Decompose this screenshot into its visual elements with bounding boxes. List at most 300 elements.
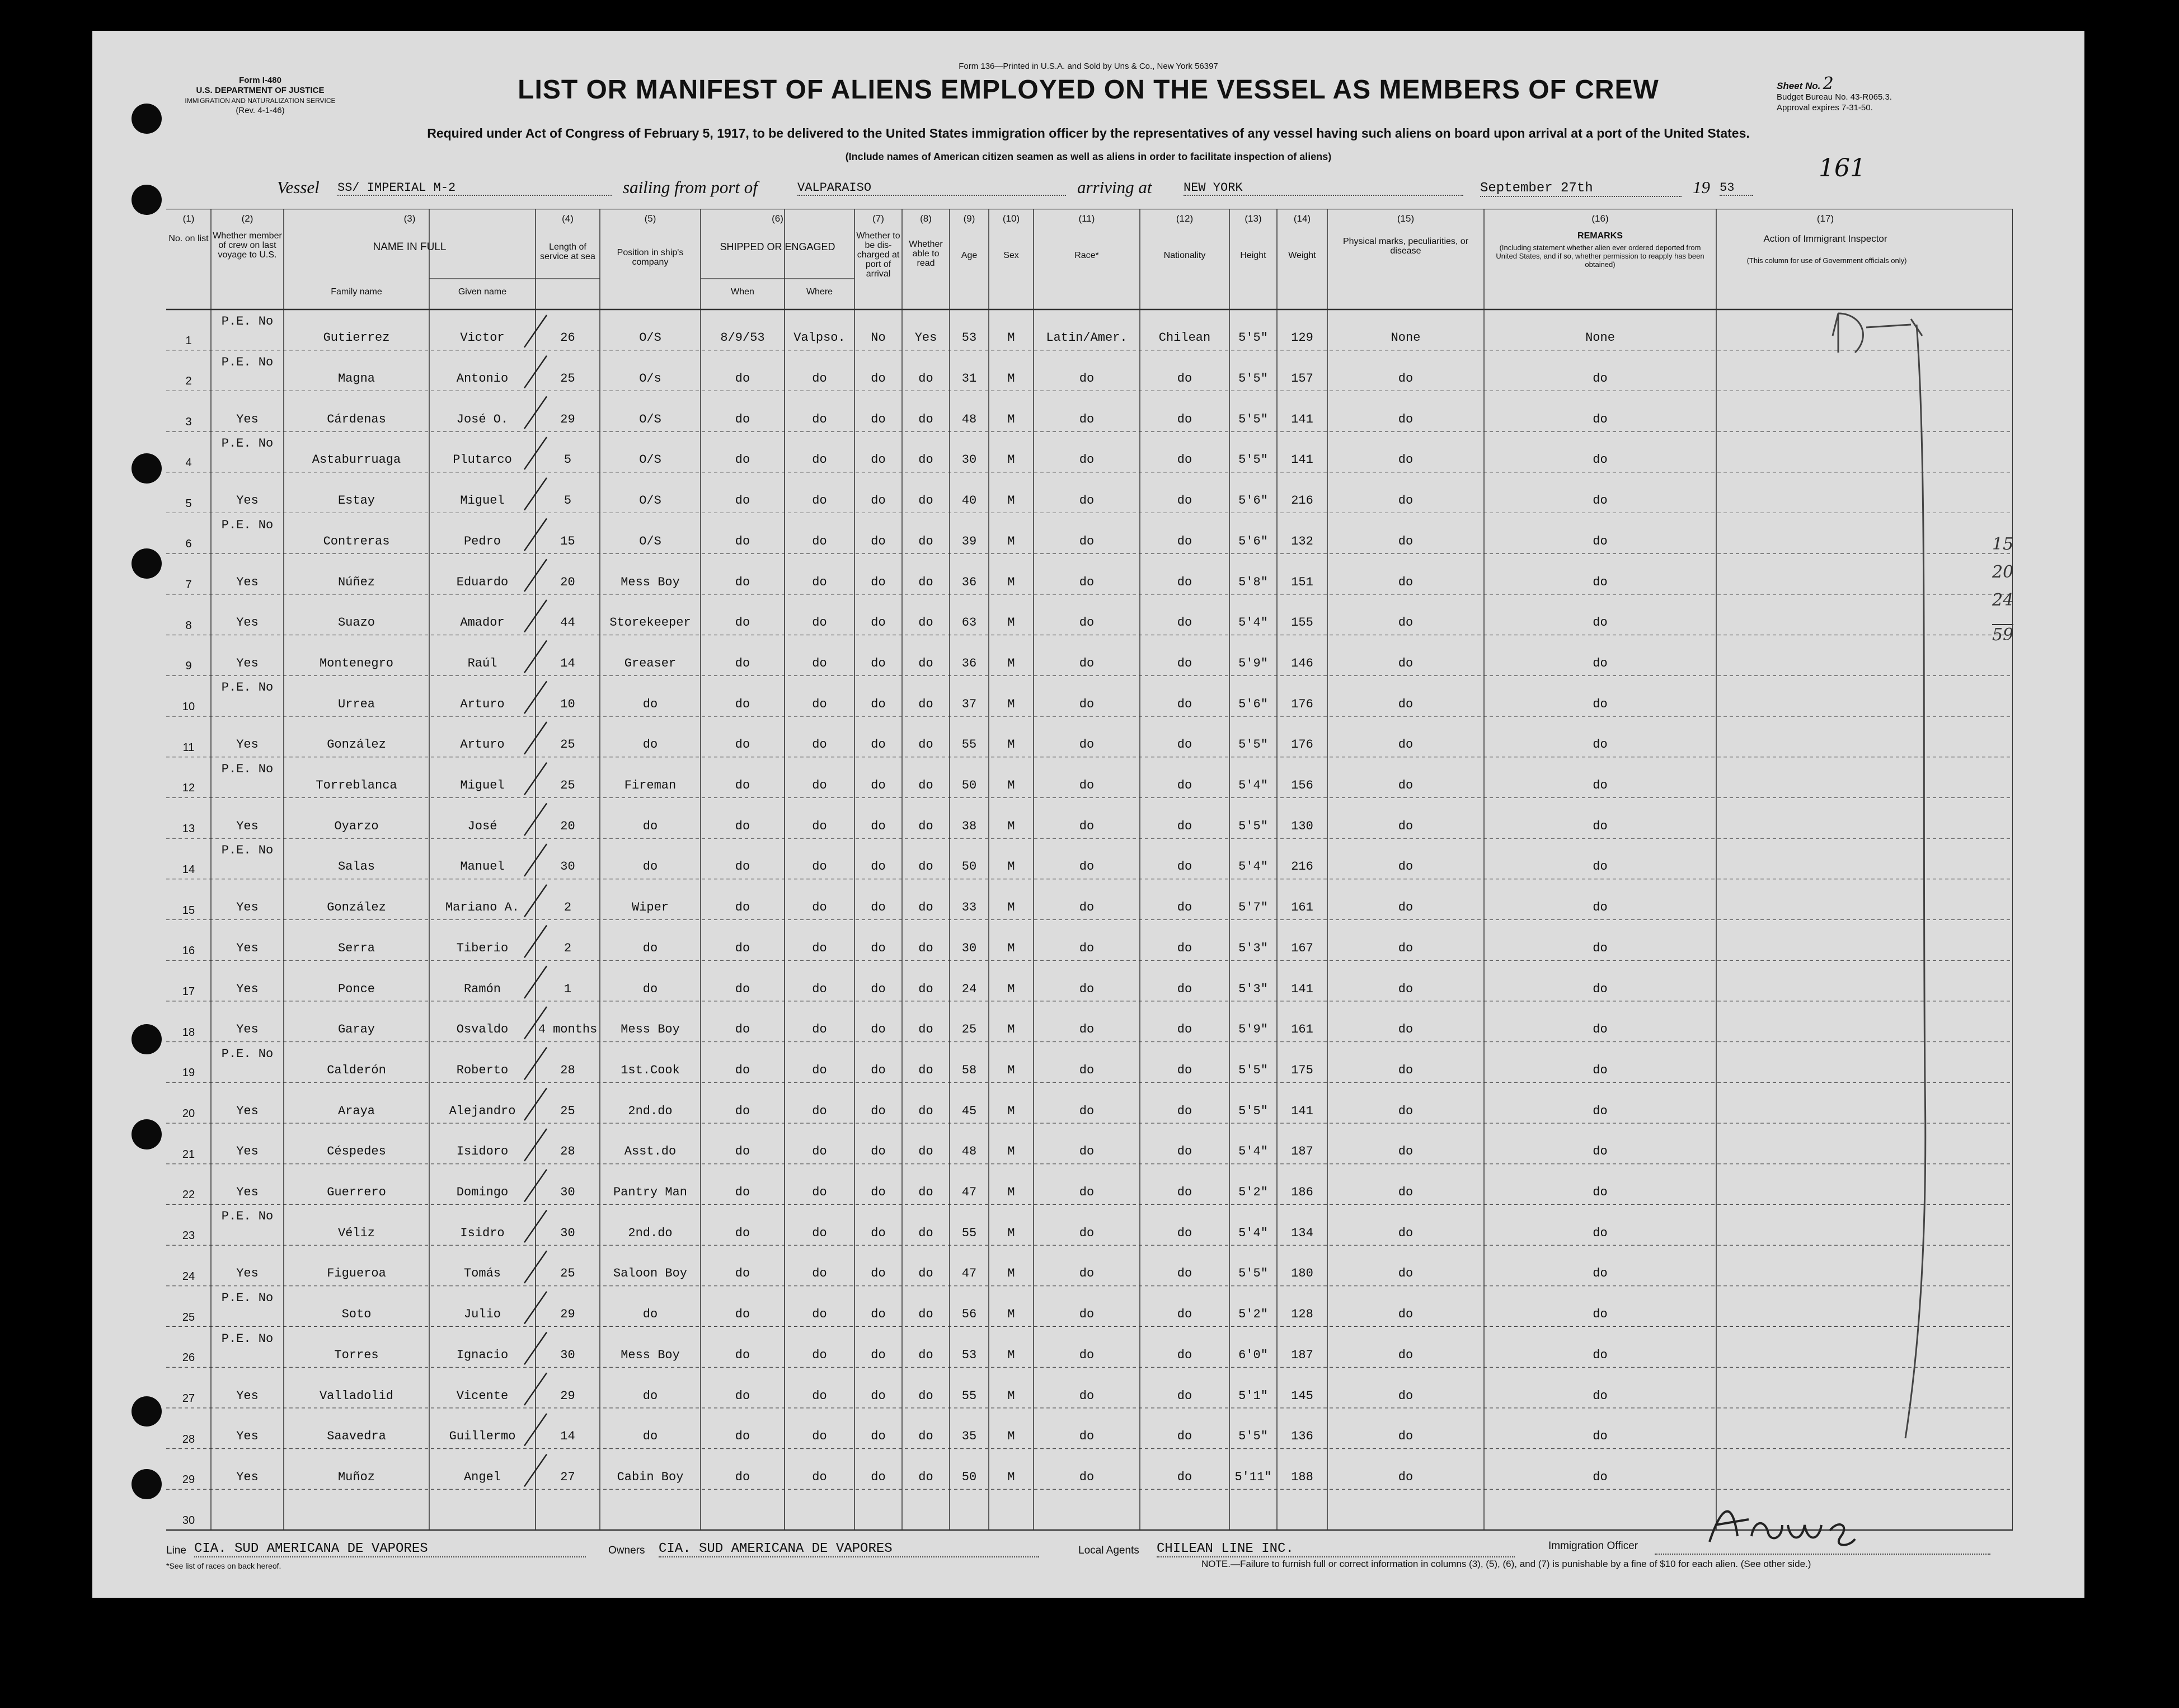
cell-read: do	[918, 778, 933, 793]
cell-discharged: do	[871, 494, 886, 508]
cell-race: do	[1079, 1144, 1095, 1159]
cell-where: do	[812, 1307, 827, 1322]
port-label: sailing from port of	[623, 177, 758, 197]
cell-weight: 175	[1291, 1063, 1313, 1077]
fine-note: NOTE.—Failure to furnish full or correct information in columns (3), (5), (6), and (7) is punishable by a fine of $10 for each alien. (See other side.)	[1201, 1559, 1811, 1569]
cell-position: do	[642, 819, 658, 833]
binder-hole	[132, 453, 162, 484]
cell-marks: do	[1398, 982, 1413, 996]
cell-crew: P.E. No	[221, 681, 274, 695]
cell-weight: 128	[1291, 1307, 1313, 1322]
cell-given: Amador	[460, 616, 505, 630]
column-number: (1)	[182, 213, 195, 224]
cell-height: 5'8"	[1238, 575, 1268, 589]
cell-marks: do	[1398, 941, 1413, 955]
cell-nationality: do	[1177, 941, 1192, 955]
column-number: (17)	[1816, 213, 1834, 224]
cell-remarks: do	[1593, 1348, 1608, 1362]
column-number: (4)	[562, 213, 574, 224]
col-header-inspector-action: Action of Immigrant Inspector	[1763, 233, 1887, 244]
cell-sex: M	[1007, 1388, 1015, 1403]
column-number: (11)	[1078, 213, 1095, 224]
cell-remarks: do	[1593, 1144, 1608, 1159]
owners-value: CIA. SUD AMERICANA DE VAPORES	[659, 1541, 1039, 1557]
cell-service: 10	[560, 697, 575, 711]
cell-sex: M	[1007, 534, 1015, 548]
cell-weight: 132	[1291, 534, 1313, 548]
cell-given: Angel	[463, 1470, 501, 1484]
cell-family: Suazo	[337, 616, 375, 630]
cell-read: do	[918, 616, 933, 630]
cell-height: 5'4"	[1238, 1144, 1268, 1159]
cell-marks: do	[1398, 778, 1413, 793]
cell-when: do	[735, 1144, 750, 1159]
cell-family: Céspedes	[327, 1144, 386, 1159]
cell-read: do	[918, 697, 933, 711]
cell-remarks: do	[1593, 575, 1608, 589]
cell-nationality: do	[1177, 1348, 1192, 1362]
cell-crew: Yes	[236, 1104, 259, 1118]
cell-height: 6'0"	[1238, 1348, 1268, 1362]
cell-when: do	[735, 1104, 750, 1118]
col-header-given-name: Given name	[458, 287, 507, 297]
cell-position: do	[642, 1388, 658, 1403]
cell-discharged: do	[871, 1144, 886, 1159]
cell-sex: M	[1007, 1470, 1015, 1484]
cell-where: do	[812, 1022, 827, 1037]
cell-sex: M	[1007, 453, 1015, 467]
cell-height: 5'11"	[1234, 1470, 1272, 1484]
cell-crew: Yes	[236, 616, 259, 630]
cell-height: 5'5"	[1238, 453, 1268, 467]
cell-age: 55	[961, 1226, 977, 1240]
cell-weight: 187	[1291, 1144, 1313, 1159]
cell-where: do	[812, 1348, 827, 1362]
cell-where: do	[812, 1226, 827, 1240]
cell-position: Storekeeper	[609, 616, 691, 630]
cell-nationality: do	[1177, 1144, 1192, 1159]
row-number: 4	[185, 456, 192, 469]
cell-family: Guerrero	[327, 1185, 386, 1200]
races-note: *See list of races on back hereof.	[166, 1561, 281, 1570]
cell-weight: 136	[1291, 1429, 1313, 1444]
cell-family: Urrea	[337, 697, 375, 711]
cell-nationality: do	[1177, 697, 1192, 711]
cell-position: do	[642, 860, 658, 874]
cell-marks: do	[1398, 819, 1413, 833]
department: U.S. DEPARTMENT OF JUSTICE	[196, 86, 325, 95]
cell-marks: do	[1398, 1185, 1413, 1200]
cell-nationality: do	[1177, 819, 1192, 833]
cell-weight: 130	[1291, 819, 1313, 833]
cell-height: 5'5"	[1238, 819, 1268, 833]
binder-hole	[132, 1024, 162, 1054]
cell-race: do	[1079, 1307, 1095, 1322]
cell-position: Cabin Boy	[617, 1470, 684, 1484]
cell-position: O/S	[639, 494, 661, 508]
column-number: (7)	[872, 213, 884, 224]
cell-where: Valpso.	[793, 331, 846, 345]
col-header-sex: Sex	[1003, 251, 1019, 260]
cell-service: 25	[560, 738, 575, 752]
cell-given: Arturo	[460, 697, 505, 711]
cell-marks: do	[1398, 656, 1413, 670]
vessel-name: SS/ IMPERIAL M-2	[337, 181, 612, 196]
cell-sex: M	[1007, 494, 1015, 508]
cell-age: 55	[961, 1388, 977, 1403]
cell-family: González	[327, 738, 386, 752]
cell-service: 25	[560, 1104, 575, 1118]
cell-position: O/S	[639, 412, 661, 426]
cell-remarks: do	[1593, 372, 1608, 386]
binder-hole	[132, 1396, 162, 1427]
cell-race: do	[1079, 819, 1095, 833]
cell-nationality: do	[1177, 412, 1192, 426]
cell-service: 29	[560, 1307, 575, 1322]
cell-nationality: do	[1177, 1307, 1192, 1322]
cell-family: Calderón	[327, 1063, 386, 1077]
cell-where: do	[812, 900, 827, 915]
cell-age: 33	[961, 900, 977, 915]
cell-marks: do	[1398, 616, 1413, 630]
cell-height: 5'2"	[1238, 1307, 1268, 1322]
cell-remarks: do	[1593, 819, 1608, 833]
cell-given: Vicente	[456, 1388, 509, 1403]
cell-weight: 161	[1291, 1022, 1313, 1037]
cell-remarks: do	[1593, 900, 1608, 915]
cell-nationality: do	[1177, 1104, 1192, 1118]
column-number: (5)	[644, 213, 656, 224]
cell-where: do	[812, 941, 827, 955]
cell-race: do	[1079, 412, 1095, 426]
cell-read: do	[918, 982, 933, 996]
cell-age: 47	[961, 1185, 977, 1200]
cell-race: do	[1079, 941, 1095, 955]
cell-nationality: do	[1177, 1470, 1192, 1484]
cell-family: Saavedra	[327, 1429, 386, 1444]
officer-label: Immigration Officer	[1548, 1540, 1638, 1552]
cell-weight: 141	[1291, 982, 1313, 996]
cell-when: do	[735, 575, 750, 589]
owners-label: Owners	[608, 1545, 645, 1556]
cell-crew: Yes	[236, 575, 259, 589]
cell-read: do	[918, 534, 933, 548]
cell-age: 53	[961, 1348, 977, 1362]
cell-nationality: do	[1177, 453, 1192, 467]
cell-marks: do	[1398, 738, 1413, 752]
cell-remarks: do	[1593, 1266, 1608, 1281]
cell-discharged: do	[871, 1348, 886, 1362]
cell-crew: Yes	[236, 1144, 259, 1159]
cell-position: Pantry Man	[613, 1185, 688, 1200]
sheet-info	[1777, 74, 1892, 113]
cell-read: do	[918, 575, 933, 589]
cell-when: do	[735, 372, 750, 386]
cell-position: Mess Boy	[621, 1348, 680, 1362]
cell-read: do	[918, 1348, 933, 1362]
cell-family: Serra	[337, 941, 375, 955]
cell-marks: do	[1398, 1144, 1413, 1159]
col-header-number: No. on list	[168, 234, 209, 243]
cell-where: do	[812, 616, 827, 630]
cell-given: Julio	[463, 1307, 501, 1322]
cell-crew: Yes	[236, 1022, 259, 1037]
col-header-discharged: Whether to be dis-charged at port of arrival	[856, 231, 900, 279]
cell-read: do	[918, 1144, 933, 1159]
cell-height: 5'1"	[1238, 1388, 1268, 1403]
cell-discharged: do	[871, 778, 886, 793]
cell-given: Guillermo	[449, 1429, 516, 1444]
cell-read: do	[918, 900, 933, 915]
cell-height: 5'3"	[1238, 941, 1268, 955]
col-header-when: When	[731, 287, 754, 297]
cell-marks: do	[1398, 860, 1413, 874]
cell-position: Saloon Boy	[613, 1266, 688, 1281]
cell-discharged: do	[871, 1104, 886, 1118]
service: IMMIGRATION AND NATURALIZATION SERVICE	[185, 97, 336, 105]
cell-given: José O.	[456, 412, 509, 426]
cell-discharged: do	[871, 616, 886, 630]
cell-height: 5'4"	[1238, 860, 1268, 874]
cell-when: do	[735, 534, 750, 548]
cell-height: 5'6"	[1238, 534, 1268, 548]
cell-remarks: do	[1593, 1429, 1608, 1444]
cell-race: do	[1079, 1470, 1095, 1484]
cell-age: 36	[961, 575, 977, 589]
cell-crew: Yes	[236, 1185, 259, 1200]
cell-discharged: No	[871, 331, 886, 345]
cell-race: do	[1079, 453, 1095, 467]
cell-where: do	[812, 819, 827, 833]
cell-age: 47	[961, 1266, 977, 1281]
cell-crew: P.E. No	[221, 1209, 274, 1224]
cell-service: 2	[563, 900, 572, 915]
row-number: 15	[182, 904, 195, 917]
cell-age: 63	[961, 616, 977, 630]
column-number: (16)	[1591, 213, 1609, 224]
cell-service: 30	[560, 1348, 575, 1362]
cell-when: do	[735, 860, 750, 874]
cell-service: 1	[563, 982, 572, 996]
row-number: 10	[182, 701, 195, 713]
row-number: 8	[185, 619, 192, 632]
arriving-value: NEW YORK	[1184, 181, 1463, 196]
cell-discharged: do	[871, 819, 886, 833]
cell-service: 25	[560, 778, 575, 793]
cell-where: do	[812, 1185, 827, 1200]
cell-family: Magna	[337, 372, 375, 386]
cell-given: Tiberio	[456, 941, 509, 955]
cell-service: 14	[560, 656, 575, 670]
cell-crew: P.E. No	[221, 1331, 274, 1346]
cell-nationality: do	[1177, 900, 1192, 915]
col-header-position: Position in ship's company	[617, 248, 684, 267]
cell-sex: M	[1007, 900, 1015, 915]
manifest-sheet	[92, 31, 2084, 1598]
cell-given: Alejandro	[449, 1104, 516, 1118]
cell-service: 20	[560, 575, 575, 589]
handwritten-signature	[1698, 1486, 1866, 1559]
cell-family: Oyarzo	[334, 819, 379, 833]
cell-race: do	[1079, 1022, 1095, 1037]
cell-race: do	[1079, 982, 1095, 996]
cell-age: 50	[961, 860, 977, 874]
cell-height: 5'4"	[1238, 1226, 1268, 1240]
row-number: 24	[182, 1270, 195, 1283]
cell-race: do	[1079, 1063, 1095, 1077]
col-header-last-voyage: Whether member of crew on last voyage to U.S.	[213, 231, 282, 260]
column-number: (3)	[403, 213, 416, 224]
cell-crew: P.E. No	[221, 518, 274, 532]
cell-service: 30	[560, 1226, 575, 1240]
cell-given: Ramón	[463, 982, 501, 996]
cell-marks: None	[1391, 331, 1421, 345]
cell-height: 5'4"	[1238, 778, 1268, 793]
cell-when: do	[735, 1470, 750, 1484]
cell-when: do	[735, 1226, 750, 1240]
row-number: 20	[182, 1108, 195, 1120]
cell-given: Eduardo	[456, 575, 509, 589]
cell-given: Victor	[460, 331, 505, 345]
cell-weight: 216	[1291, 494, 1313, 508]
cell-where: do	[812, 860, 827, 874]
cell-discharged: do	[871, 412, 886, 426]
year-prefix: 19	[1693, 177, 1710, 197]
binder-hole	[132, 1469, 162, 1499]
row-number: 6	[185, 538, 192, 551]
cell-family: Araya	[337, 1104, 375, 1118]
col-header-read: Whether able to read	[909, 240, 943, 268]
cell-sex: M	[1007, 819, 1015, 833]
cell-when: do	[735, 1307, 750, 1322]
cell-family: Astaburruaga	[312, 453, 401, 467]
form-number: Form I-480	[239, 76, 281, 85]
cell-position: do	[642, 1307, 658, 1322]
cell-service: 2	[563, 941, 572, 955]
agents-value: CHILEAN LINE INC.	[1157, 1541, 1515, 1557]
cell-nationality: do	[1177, 1429, 1192, 1444]
cell-race: do	[1079, 656, 1095, 670]
cell-when: do	[735, 778, 750, 793]
col-header-weight: Weight	[1288, 251, 1316, 260]
cell-position: Fireman	[624, 778, 677, 793]
cell-position: do	[642, 982, 658, 996]
cell-service: 4 months	[538, 1022, 598, 1037]
cell-read: do	[918, 860, 933, 874]
cell-sex: M	[1007, 1104, 1015, 1118]
cell-given: Roberto	[456, 1063, 509, 1077]
cell-family: Torres	[334, 1348, 379, 1362]
sheet-label: Sheet No.	[1777, 81, 1821, 91]
cell-height: 5'3"	[1238, 982, 1268, 996]
year-value: 53	[1720, 181, 1753, 196]
cell-weight: 141	[1291, 412, 1313, 426]
cell-crew: Yes	[236, 819, 259, 833]
cell-discharged: do	[871, 697, 886, 711]
cell-age: 50	[961, 778, 977, 793]
col-header-inspector-note: (This column for use of Government officials only)	[1746, 256, 1907, 265]
cell-sex: M	[1007, 860, 1015, 874]
row-number: 30	[182, 1514, 195, 1527]
cell-when: do	[735, 453, 750, 467]
cell-marks: do	[1398, 1348, 1413, 1362]
cell-position: O/s	[639, 372, 661, 386]
cell-age: 55	[961, 738, 977, 752]
cell-weight: 180	[1291, 1266, 1313, 1281]
cell-race: do	[1079, 575, 1095, 589]
cell-family: Núñez	[337, 575, 375, 589]
cell-service: 27	[560, 1470, 575, 1484]
cell-discharged: do	[871, 453, 886, 467]
cell-family: Ponce	[337, 982, 375, 996]
row-number: 23	[182, 1230, 195, 1242]
cell-service: 20	[560, 819, 575, 833]
cell-height: 5'5"	[1238, 331, 1268, 345]
cell-service: 28	[560, 1063, 575, 1077]
cell-when: 8/9/53	[720, 331, 765, 345]
cell-service: 30	[560, 1185, 575, 1200]
cell-age: 31	[961, 372, 977, 386]
cell-crew: Yes	[236, 1429, 259, 1444]
cell-remarks: do	[1593, 656, 1608, 670]
cell-where: do	[812, 738, 827, 752]
row-number: 27	[182, 1392, 195, 1405]
cell-when: do	[735, 900, 750, 915]
cell-weight: 161	[1291, 900, 1313, 915]
cell-race: do	[1079, 1226, 1095, 1240]
row-number: 28	[182, 1433, 195, 1446]
cell-race: do	[1079, 900, 1095, 915]
cell-where: do	[812, 697, 827, 711]
cell-sex: M	[1007, 1022, 1015, 1037]
cell-given: Raúl	[467, 656, 497, 670]
cell-position: 1st.Cook	[621, 1063, 680, 1077]
cell-marks: do	[1398, 1022, 1413, 1037]
row-number: 19	[182, 1067, 195, 1080]
cell-height: 5'7"	[1238, 900, 1268, 915]
cell-read: do	[918, 819, 933, 833]
binder-hole	[132, 548, 162, 579]
cell-remarks: do	[1593, 1185, 1608, 1200]
row-number: 13	[182, 823, 195, 836]
cell-crew: Yes	[236, 656, 259, 670]
cell-given: Isidoro	[456, 1144, 509, 1159]
cell-given: Domingo	[456, 1185, 509, 1200]
cell-where: do	[812, 656, 827, 670]
page-title: LIST OR MANIFEST OF ALIENS EMPLOYED ON THE VESSEL AS MEMBERS OF CREW	[518, 75, 1659, 105]
row-number: 12	[182, 782, 195, 795]
cell-family: Torreblanca	[316, 778, 397, 793]
cell-crew: Yes	[236, 1266, 259, 1281]
cell-remarks: do	[1593, 1388, 1608, 1403]
cell-given: Plutarco	[453, 453, 512, 467]
cell-age: 48	[961, 412, 977, 426]
cell-discharged: do	[871, 738, 886, 752]
cell-nationality: do	[1177, 534, 1192, 548]
cell-race: do	[1079, 372, 1095, 386]
cell-sex: M	[1007, 1266, 1015, 1281]
cell-family: Gutierrez	[323, 331, 390, 345]
cell-remarks: do	[1593, 1104, 1608, 1118]
cell-sex: M	[1007, 738, 1015, 752]
col-header-family-name: Family name	[331, 287, 382, 297]
cell-weight: 141	[1291, 453, 1313, 467]
cell-marks: do	[1398, 575, 1413, 589]
cell-age: 50	[961, 1470, 977, 1484]
cell-remarks: do	[1593, 1063, 1608, 1077]
cell-remarks: do	[1593, 1307, 1608, 1322]
row-number: 3	[185, 416, 192, 429]
